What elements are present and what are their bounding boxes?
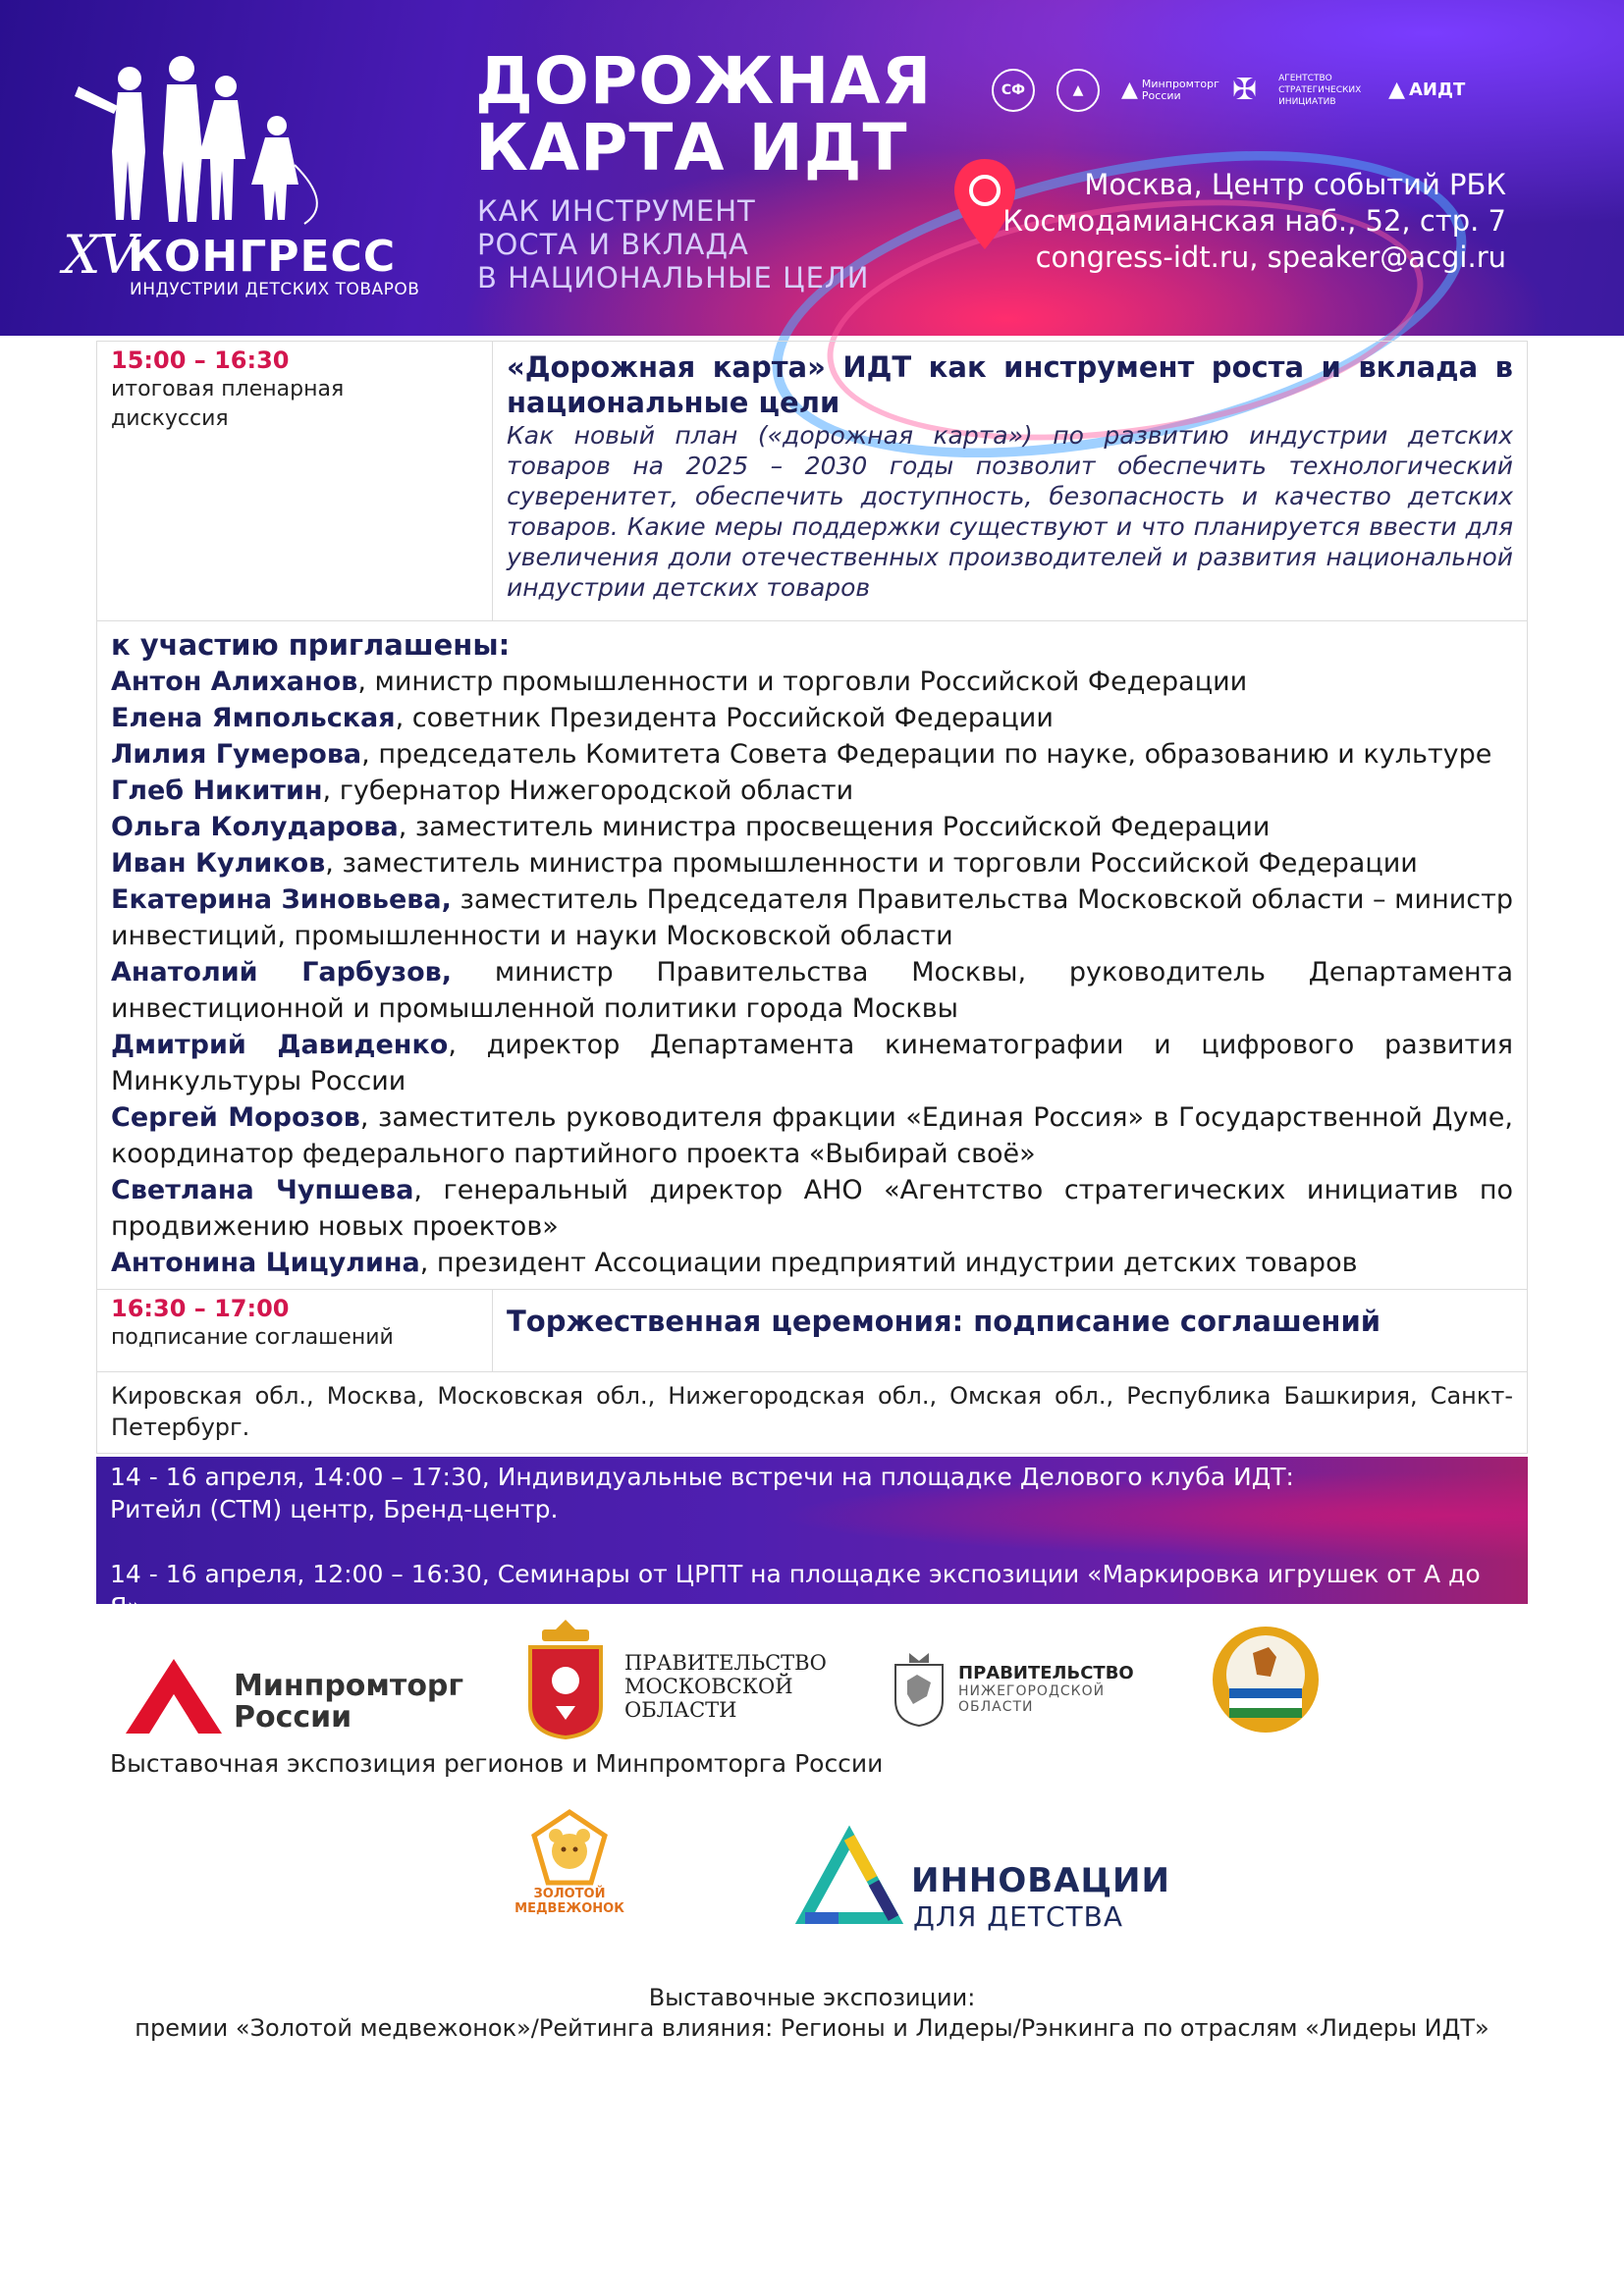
regions-row: Кировская обл., Москва, Московская обл., Нижегородская обл., Омская обл., Республика Башкирия, Санкт-Петербург. (96, 1372, 1528, 1454)
invited-person: Лилия Гумерова, председатель Комитета Совета Федерации по науке, образованию и культуре (111, 739, 1492, 770)
congress-word: КОНГРЕСС (128, 232, 397, 282)
event-line: 14 - 16 апреля, 12:00 – 16:30, Семинары от ЦРПТ на площадке экспозиции «Маркировка игрушек от А до Я» (110, 1560, 1481, 1621)
invited-person: Сергей Морозов, заместитель руководителя фракции «Единая Россия» в Государственной Думе, координатор федерального партийного проекта «Выбирай своё» (111, 1102, 1513, 1169)
logo-emblem (1056, 69, 1100, 112)
nn-government-logo-text: ПРАВИТЕЛЬСТВО НИЖЕГОРОДСКОЙ ОБЛАСТИ (958, 1663, 1134, 1715)
eagle-icon: ✠ (1231, 73, 1258, 107)
session-row (96, 341, 1528, 621)
family-silhouette-icon (59, 57, 353, 224)
moscow-oblast-coat-of-arms-icon (524, 1618, 607, 1739)
innovations-logo-subtext: ДЛЯ ДЕТСТВА (913, 1900, 1123, 1933)
logo-eagle (1231, 73, 1258, 107)
session-time: 15:00 – 16:30 (111, 347, 290, 374)
session-description: Как новый план («дорожная карта») по развитию индустрии детских товаров на 2025 – 2030 годы позволит обеспечить технологический суверенитет, обеспечить доступность, безопасность и качество детских товаров. Какие меры поддержки существуют и что планируется ввести для увеличения доли отечественных производителей и развития национальной индустрии детских товаров (507, 421, 1513, 602)
mo-government-logo-text: ПРАВИТЕЛЬСТВО МОСКОВСКОЙ ОБЛАСТИ (624, 1651, 827, 1722)
congress-number: XV (63, 224, 135, 286)
invited-person: Иван Куликов, заместитель министра промышленности и торговли Российской Федерации (111, 848, 1418, 879)
banner-title-line1: ДОРОЖНАЯ (475, 43, 933, 119)
venue-info: Москва, Центр событий РБК Космодамианская наб., 52, стр. 7 congress-idt.ru, speaker@acgi.ru (1002, 168, 1506, 274)
column-divider (492, 342, 493, 620)
header-banner (0, 0, 1624, 336)
partner-logos (992, 61, 1600, 120)
logo-sf: СФ (992, 69, 1035, 112)
session-content-cell (507, 349, 1513, 603)
invited-person: Светлана Чупшева, генеральный директор АНО «Агентство стратегических инициатив по продвижению новых проектов» (111, 1175, 1513, 1242)
column-divider (492, 1290, 493, 1371)
event-line: Ритейл (СТМ) центр, Бренд-центр. (110, 1495, 559, 1523)
regions-exposition-caption: Выставочная экспозиция регионов и Минпромторга России (110, 1749, 884, 1778)
footer-exhibitions: Выставочные экспозиции: премии «Золотой медвежонок»/Рейтинга влияния: Регионы и Лидеры/Рэнкинга по отраслям «Лидеры ИДТ» (135, 1984, 1489, 2042)
session-time: 16:30 – 17:00 (111, 1295, 290, 1322)
session-kind: дискуссия (111, 406, 229, 431)
golden-bear-logo-text: ЗОЛОТОЙ МЕДВЕЖОНОК (514, 1887, 624, 1916)
invited-person: Антон Алиханов, министр промышленности и торговли Российской Федерации (111, 667, 1248, 697)
minpromtorg-logo-text: Минпромторг России (234, 1669, 464, 1735)
invited-person: Ольга Колударова, заместитель министра просвещения Российской Федерации (111, 812, 1271, 842)
nizhny-novgorod-coat-of-arms-icon (892, 1651, 947, 1728)
events-banner (96, 1457, 1528, 1621)
golden-bear-logo-icon (526, 1808, 613, 1889)
invited-person: Екатерина Зиновьева, заместитель Председателя Правительства Московской области – министр инвестиций, промышленности и науки Московской области (111, 884, 1514, 951)
logo-minpromtorg-small: ▲ Минпромторг России (1121, 78, 1219, 102)
innovations-for-childhood-logo-icon (799, 1834, 899, 1924)
invited-person: Елена Ямпольская, советник Президента Российской Федерации (111, 703, 1054, 733)
banner-subtitle: КАК ИНСТРУМЕНТ РОСТА И ВКЛАДА В НАЦИОНАЛЬНЫЕ ЦЕЛИ (477, 194, 870, 294)
session-time-cell (111, 346, 464, 434)
minpromtorg-logo-icon (124, 1657, 224, 1735)
program-table (96, 341, 1528, 1454)
bashkortostan-emblem-icon (1210, 1624, 1322, 1735)
logo-aidt: ▲ АИДТ (1388, 78, 1466, 102)
innovations-logo-text: ИННОВАЦИИ (911, 1861, 1170, 1900)
invited-heading: к участию приглашены: (111, 628, 511, 662)
invited-person: Антонина Цицулина, президент Ассоциации предприятий индустрии детских товаров (111, 1248, 1358, 1278)
session-content-cell (507, 1304, 1513, 1339)
invited-person: Анатолий Гарбузов, министр Правительства Москвы, руководитель Департамента инвестиционной и промышленной политики города Москвы (111, 957, 1513, 1024)
session-kind: подписание соглашений (111, 1325, 394, 1350)
event-line: 14 - 16 апреля, 14:00 – 17:30, Индивидуальные встречи на площадке Делового клуба ИДТ: (110, 1463, 1294, 1491)
session-title: «Дорожная карта» ИДТ как инструмент роста и вклада в национальные цели (507, 350, 1513, 419)
aidt-mark-icon: ▲ (1388, 78, 1405, 102)
session-kind: итоговая пленарная (111, 377, 345, 401)
session-title: Торжественная церемония: подписание соглашений (507, 1305, 1381, 1338)
minpromtorg-mark-icon: ▲ (1121, 78, 1138, 102)
banner-title-line2: КАРТА ИДТ (475, 110, 908, 186)
invited-list (96, 621, 1528, 1290)
congress-subtitle: ИНДУСТРИИ ДЕТСКИХ ТОВАРОВ (130, 280, 420, 299)
invited-person: Дмитрий Давиденко, директор Департамента кинематографии и цифрового развития Минкультуры России (111, 1030, 1513, 1096)
session-time-cell (111, 1294, 464, 1353)
emblem-icon: ▲ (1056, 69, 1100, 112)
invited-person: Глеб Никитин, губернатор Нижегородской области (111, 775, 854, 806)
session-row (96, 1290, 1528, 1372)
logo-asi: АГЕНТСТВО СТРАТЕГИЧЕСКИХ ИНИЦИАТИВ (1278, 74, 1362, 107)
